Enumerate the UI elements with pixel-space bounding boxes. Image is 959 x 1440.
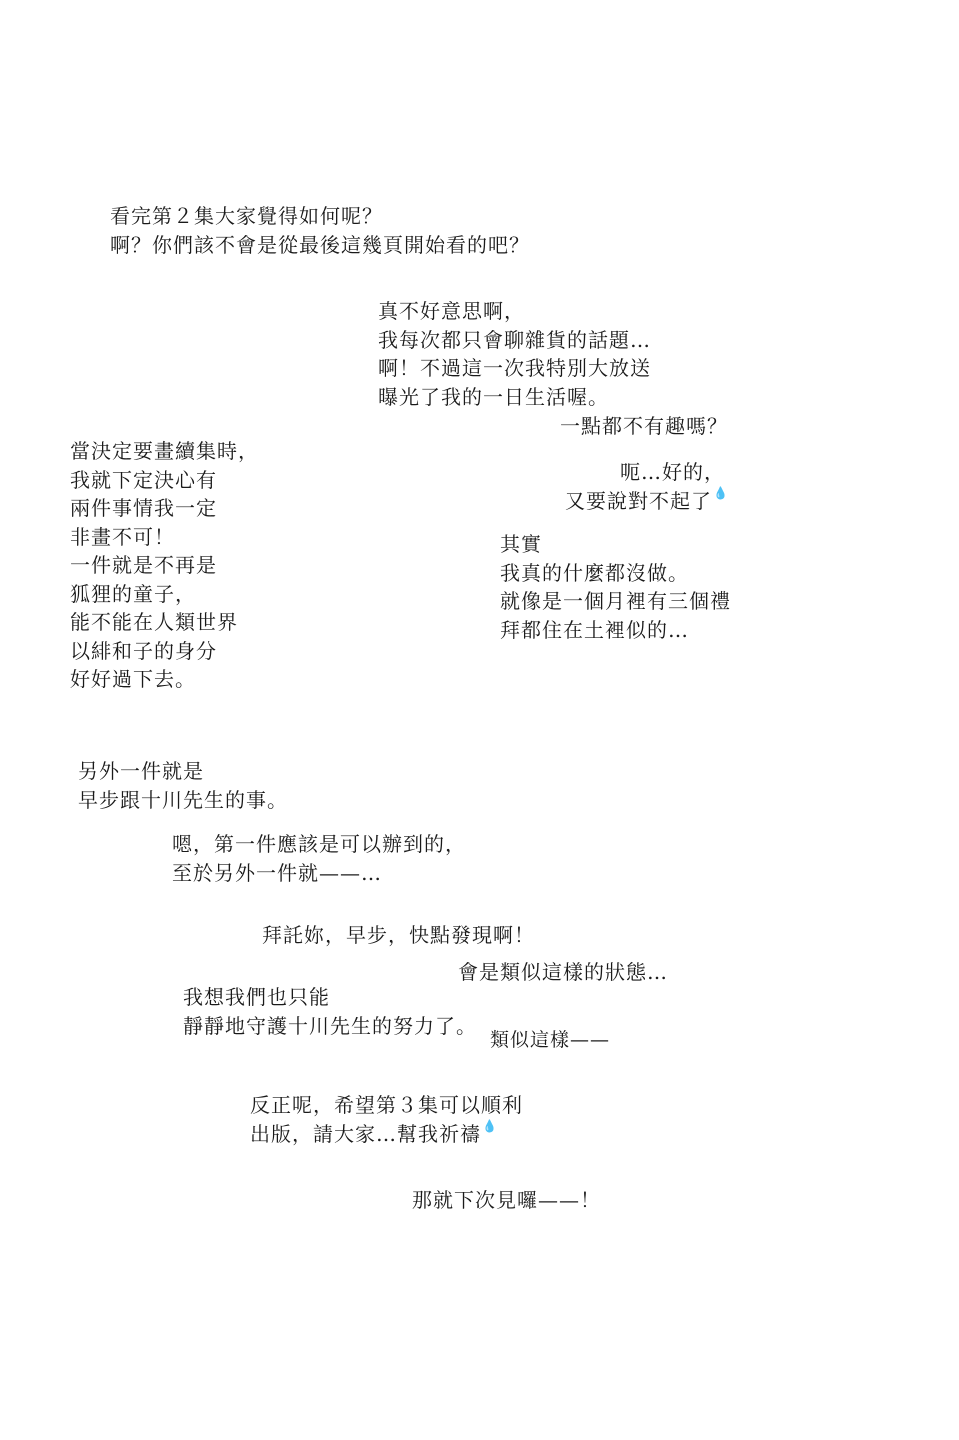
state-like-text [458, 958, 668, 987]
see-you-text [412, 1186, 601, 1215]
text-line: 看完第２集大家覺得如何呢？ [110, 204, 383, 228]
text-line: 我真的什麼都沒做。 [500, 560, 689, 585]
did-nothing-text [500, 530, 731, 644]
text-line: 靜靜地守護十川先生的努力了。 [183, 1013, 477, 1038]
not-fun-text [560, 412, 728, 441]
intro-text [110, 202, 530, 259]
sweat-drops-icon: 💧 [713, 486, 728, 500]
watch-over-text [183, 983, 477, 1040]
text-line: 真不好意思啊， [378, 299, 525, 323]
text-line: 那就下次見囉——！ [412, 1188, 601, 1212]
text-line: 類似這樣—— [490, 1029, 611, 1051]
text-line: 狐狸的童子， [70, 581, 196, 606]
volume3-text [250, 1091, 523, 1148]
text-line: 會是類似這樣的狀態… [458, 960, 668, 984]
text-line: 啊！不過這一次我特別大放送 [378, 356, 651, 380]
sweat-drops-icon: 💧 [482, 1118, 497, 1133]
text-line: 呃…好的， [620, 460, 725, 484]
text-line: 出版，請大家…幫我祈禱💧 [250, 1118, 497, 1146]
text-line: 嗯，第一件應該是可以辦到的， [172, 832, 466, 856]
sorry-again-text-2 [565, 487, 728, 516]
text-line: 我就下定決心有 [70, 467, 217, 492]
text-line: 我想我們也只能 [183, 985, 330, 1009]
text-line: 能不能在人類世界 [70, 610, 238, 634]
text-line: 另外一件就是 [78, 759, 204, 783]
text-line: 當決定要畫續集時， [70, 439, 259, 463]
text-line: 一件就是不再是 [70, 553, 217, 577]
text-line: 其實 [500, 532, 542, 556]
text-line: 就像是一個月裡有三個禮 [500, 589, 731, 613]
text-line: 拜都住在土裡似的… [500, 617, 689, 642]
text-line: 一點都不有趣嗎？ [560, 414, 728, 438]
text-line: 拜託妳，早步，快點發現啊！ [262, 923, 535, 947]
other-thing-text [78, 757, 288, 814]
text-line: 兩件事情我一定 [70, 496, 217, 520]
text-line: 至於另外一件就——… [172, 860, 382, 885]
decision-text [70, 437, 259, 694]
text-line: 啊？你們該不會是從最後這幾頁開始看的吧？ [110, 232, 530, 257]
sorry-again-text [620, 458, 725, 487]
text-line: 又要說對不起了💧 [565, 486, 728, 513]
text-line: 早步跟十川先生的事。 [78, 787, 288, 812]
text-line: 曝光了我的一日生活喔。 [378, 384, 609, 409]
text-line: 以緋和子的身分 [70, 638, 217, 663]
like-this-text [490, 1026, 610, 1055]
text-line: 好好過下去。 [70, 667, 196, 691]
text-line: 反正呢，希望第３集可以順利 [250, 1093, 523, 1117]
text-line: 非畫不可！ [70, 524, 175, 549]
first-doable-text [172, 830, 466, 887]
text-line: 我每次都只會聊雜貨的話題… [378, 327, 651, 352]
apology-text [378, 297, 651, 411]
please-notice-text [262, 921, 535, 950]
